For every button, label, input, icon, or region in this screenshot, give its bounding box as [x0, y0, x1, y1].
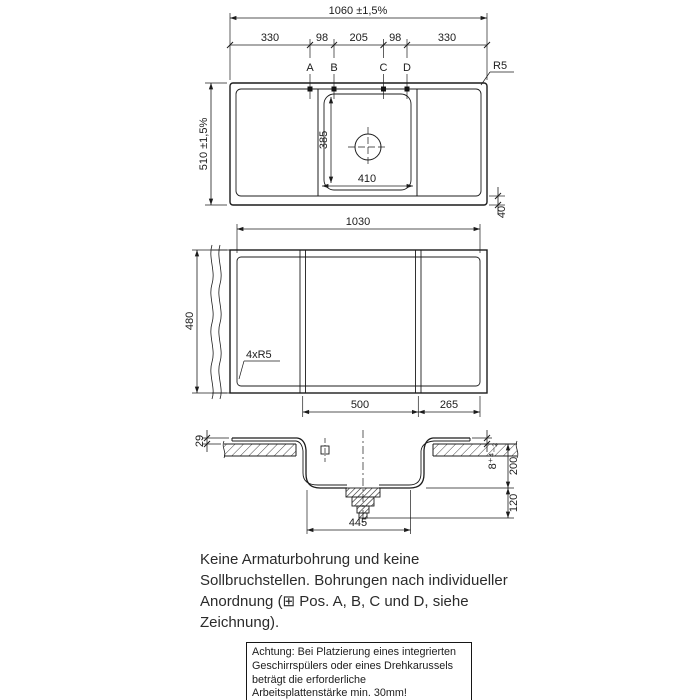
countertop-left — [223, 441, 296, 458]
attention-box — [246, 642, 472, 700]
top-view — [198, 5, 514, 218]
underside-radius-callout — [239, 349, 280, 379]
tap-position-marker — [321, 438, 329, 462]
underside-inner-outline — [237, 257, 480, 386]
attention-line-1: Achtung: Bei Platzierung eines integrierten — [252, 646, 457, 658]
dim-265-label: 265 — [439, 399, 459, 411]
dim-basin-depth — [318, 97, 331, 183]
dim-445-label: 445 — [348, 517, 368, 529]
attention-line-4: Arbeitsplattenstärke min. 30mm! — [252, 687, 407, 700]
dim-rim-40 — [489, 187, 508, 218]
attention-line-2: Geschirrspülers oder eines Drehkarussels — [252, 659, 454, 672]
main-note-line-1: Keine Armaturbohrung und keine — [200, 551, 420, 568]
hole-labels — [306, 62, 411, 74]
dim-overall-height-label: 510 ±1,5% — [198, 117, 210, 171]
dim-rim-label: 40 — [496, 205, 508, 219]
dim-seg-98-right: 98 — [389, 32, 402, 44]
hole-markers — [302, 74, 415, 99]
underside-outline — [230, 250, 487, 393]
dim-underside-height-label: 480 — [184, 311, 196, 331]
dim-seg-98-left: 98 — [315, 32, 329, 44]
underside-radius-label: 4xR5 — [246, 349, 272, 361]
dim-120 — [367, 488, 520, 518]
main-note-line-3: Anordnung (⊞ Pos. A, B, C und D, siehe — [200, 593, 469, 610]
top-view-outline — [230, 83, 487, 205]
dim-basin-width — [322, 173, 413, 186]
underside-view — [184, 216, 487, 417]
dim-29-label: 29 — [194, 434, 206, 448]
attention-line-3: beträgt die erforderliche — [252, 673, 367, 686]
dim-segment-chain — [227, 32, 490, 48]
dim-200-label: 200 — [508, 456, 520, 476]
underside-break-lines — [211, 245, 230, 399]
hole-label-d: D — [403, 62, 411, 74]
dim-total-width-label: 1060 ±1,5% — [328, 5, 388, 17]
drain-circle — [348, 127, 388, 167]
dim-seg-330-left: 330 — [260, 32, 280, 44]
main-note-line-4: Zeichnung). — [200, 614, 280, 631]
dim-8-label: 8⁺⁴₋₂ — [487, 442, 499, 470]
dim-underside-bottom — [303, 396, 480, 417]
main-note — [200, 549, 508, 633]
dim-basin-width-label: 410 — [357, 173, 377, 185]
corner-radius-callout — [481, 60, 514, 85]
section-view — [194, 430, 520, 534]
hole-label-c: C — [379, 62, 388, 74]
hole-label-a: A — [306, 62, 314, 74]
dim-seg-205: 205 — [349, 32, 368, 44]
drain-fitting — [346, 430, 380, 524]
dim-120-label: 120 — [508, 493, 520, 513]
hole-label-b: B — [330, 62, 338, 74]
countertop-right — [433, 441, 518, 458]
corner-radius-label: R5 — [493, 60, 508, 72]
top-view-extension-lines — [230, 13, 487, 80]
main-note-line-2: Sollbruchstellen. Bohrungen nach individueller — [200, 572, 508, 589]
dim-seg-330-right: 330 — [437, 32, 457, 44]
dim-total-width — [230, 5, 487, 18]
dim-underside-width-label: 1030 — [345, 216, 371, 228]
dim-overall-height — [198, 83, 227, 205]
underside-ribs — [300, 250, 421, 393]
dim-basin-depth-label: 385 — [318, 130, 330, 150]
dim-underside-width — [237, 216, 480, 253]
dim-500-label: 500 — [350, 399, 370, 411]
